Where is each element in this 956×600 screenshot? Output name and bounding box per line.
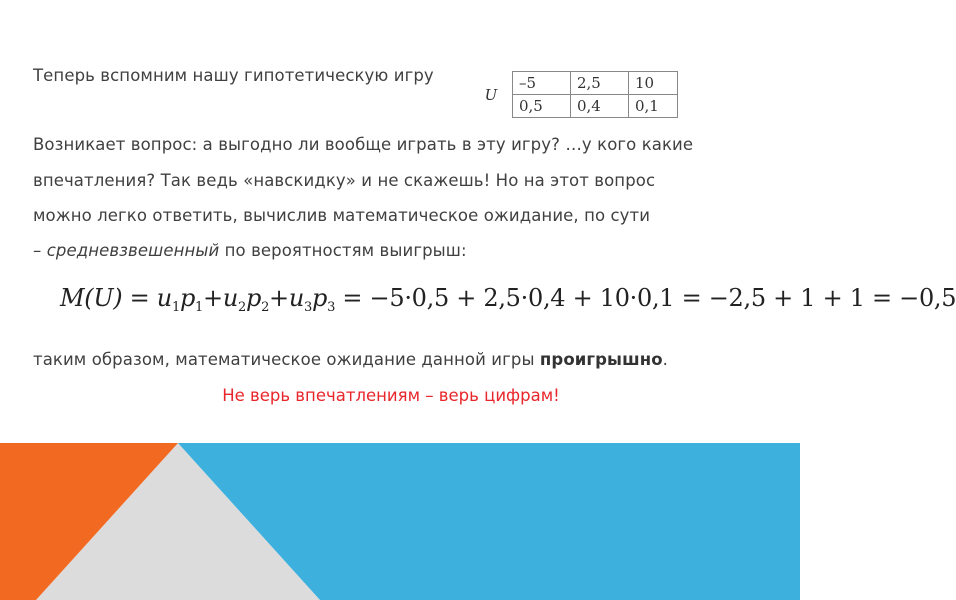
distribution-table	[470, 71, 678, 118]
formula-plus-2: +	[269, 284, 289, 312]
text-line-6	[33, 350, 668, 370]
table-cell-prob-2: 0,4	[571, 95, 629, 118]
formula-p3: p	[312, 284, 328, 312]
text-line-2: Возникает вопрос: а выгодно ли вообще играть в эту игру? …у кого какие	[33, 135, 694, 154]
formula-lhs: M(U) =	[60, 284, 157, 312]
formula-rhs: = −5·0,5 + 2,5·0,4 + 10·0,1 = −2,5 + 1 + 1 = −0,5	[335, 284, 956, 312]
text-line-6-suffix: .	[662, 350, 669, 369]
text-line-1: Теперь вспомним нашу гипотетическую игру	[33, 66, 434, 85]
formula-u2: u	[222, 284, 238, 312]
formula-u3: u	[288, 284, 305, 312]
text-line-3: впечатления? Так ведь «навскидку» и не скажешь! Но на этот вопрос	[33, 171, 656, 190]
text-line-5-prefix: –	[33, 241, 47, 260]
formula-u1: u	[156, 284, 172, 312]
table-cell-prob-1: 0,5	[513, 95, 571, 118]
formula-p1: p	[179, 284, 196, 312]
table-cell-value-3: 10	[629, 72, 678, 95]
formula-p2-index: 2	[261, 300, 270, 315]
emphasis-weighted-average: средневзвешенный	[46, 241, 220, 260]
text-line-5-suffix: по вероятностям выигрыш:	[219, 241, 467, 260]
table-cell-value-1: –5	[513, 72, 571, 95]
formula-p1-index: 1	[195, 300, 204, 315]
text-line-6-prefix: таким образом, математическое ожидание данной игры	[33, 350, 540, 369]
table-variable-label: U	[470, 72, 513, 118]
formula-u2-index: 2	[238, 300, 246, 315]
formula-p3-index: 3	[327, 300, 336, 315]
bold-losing: проигрышно	[539, 350, 663, 369]
text-line-4: можно легко ответить, вычислив математическое ожидание, по сути	[33, 206, 651, 225]
table-row-values	[470, 72, 678, 95]
formula-plus-1: +	[203, 284, 223, 312]
conclusion-red-text: Не верь впечатлениям – верь цифрам!	[222, 386, 560, 405]
table-cell-value-2: 2,5	[571, 72, 629, 95]
expectation-formula	[60, 284, 956, 315]
formula-p2: p	[245, 284, 262, 312]
table-cell-prob-3: 0,1	[629, 95, 678, 118]
formula-u1-index: 1	[171, 300, 180, 315]
formula-u3-index: 3	[304, 300, 313, 315]
text-line-5	[33, 241, 467, 261]
